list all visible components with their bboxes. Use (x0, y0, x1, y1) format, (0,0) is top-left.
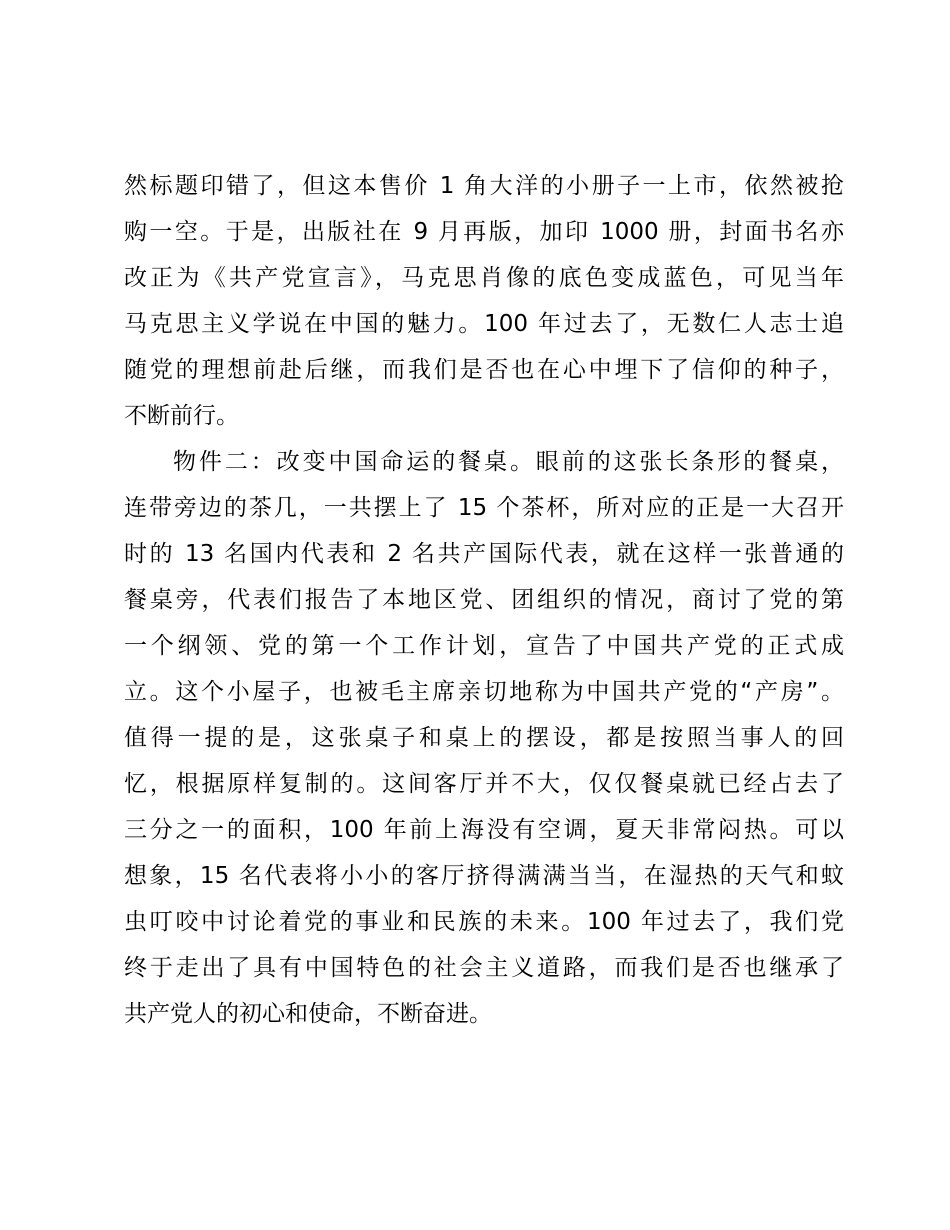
paragraph-line: 马克思主义学说在中国的魅力。100 年过去了，无数仁人志士追 (124, 311, 844, 337)
paragraph-line: 改正为《共产党宣言》，马克思肖像的底色变成蓝色，可见当年 (124, 265, 844, 291)
paragraph-line: 想象，15 名代表将小小的客厅挤得满满当当，在湿热的天气和蚊 (124, 863, 844, 889)
paragraph-line: 共产党人的初心和使命，不断奋进。 (124, 1001, 492, 1027)
paragraph-line: 购一空。于是，出版社在 9 月再版，加印 1000 册，封面书名亦 (124, 219, 844, 245)
paragraph-line: 餐桌旁，代表们报告了本地区党、团组织的情况，商讨了党的第 (124, 587, 844, 613)
paragraph-line: 虫叮咬中讨论着党的事业和民族的未来。100 年过去了，我们党 (124, 909, 844, 935)
paragraph-line: 连带旁边的茶几，一共摆上了 15 个茶杯，所对应的正是一大召开 (124, 495, 844, 521)
paragraph-line: 三分之一的面积，100 年前上海没有空调，夏天非常闷热。可以 (124, 817, 844, 843)
paragraph-line: 立。这个小屋子，也被毛主席亲切地称为中国共产党的“产房”。 (124, 679, 844, 705)
paragraph-line: 忆，根据原样复制的。这间客厅并不大，仅仅餐桌就已经占去了 (124, 771, 844, 797)
paragraph-line: 随党的理想前赴后继，而我们是否也在心中埋下了信仰的种子， (124, 357, 844, 383)
paragraph-line: 物件二：改变中国命运的餐桌。眼前的这张长条形的餐桌， (173, 449, 844, 475)
paragraph-line: 值得一提的是，这张桌子和桌上的摆设，都是按照当事人的回 (124, 725, 844, 751)
paragraph-line: 然标题印错了，但这本售价 1 角大洋的小册子一上市，依然被抢 (124, 173, 844, 199)
paragraph-line: 一个纲领、党的第一个工作计划，宣告了中国共产党的正式成 (124, 633, 844, 659)
paragraph-line: 不断前行。 (124, 403, 239, 429)
paragraph-line: 终于走出了具有中国特色的社会主义道路，而我们是否也继承了 (124, 955, 844, 981)
paragraph-line: 时的 13 名国内代表和 2 名共产国际代表，就在这样一张普通的 (124, 541, 844, 567)
